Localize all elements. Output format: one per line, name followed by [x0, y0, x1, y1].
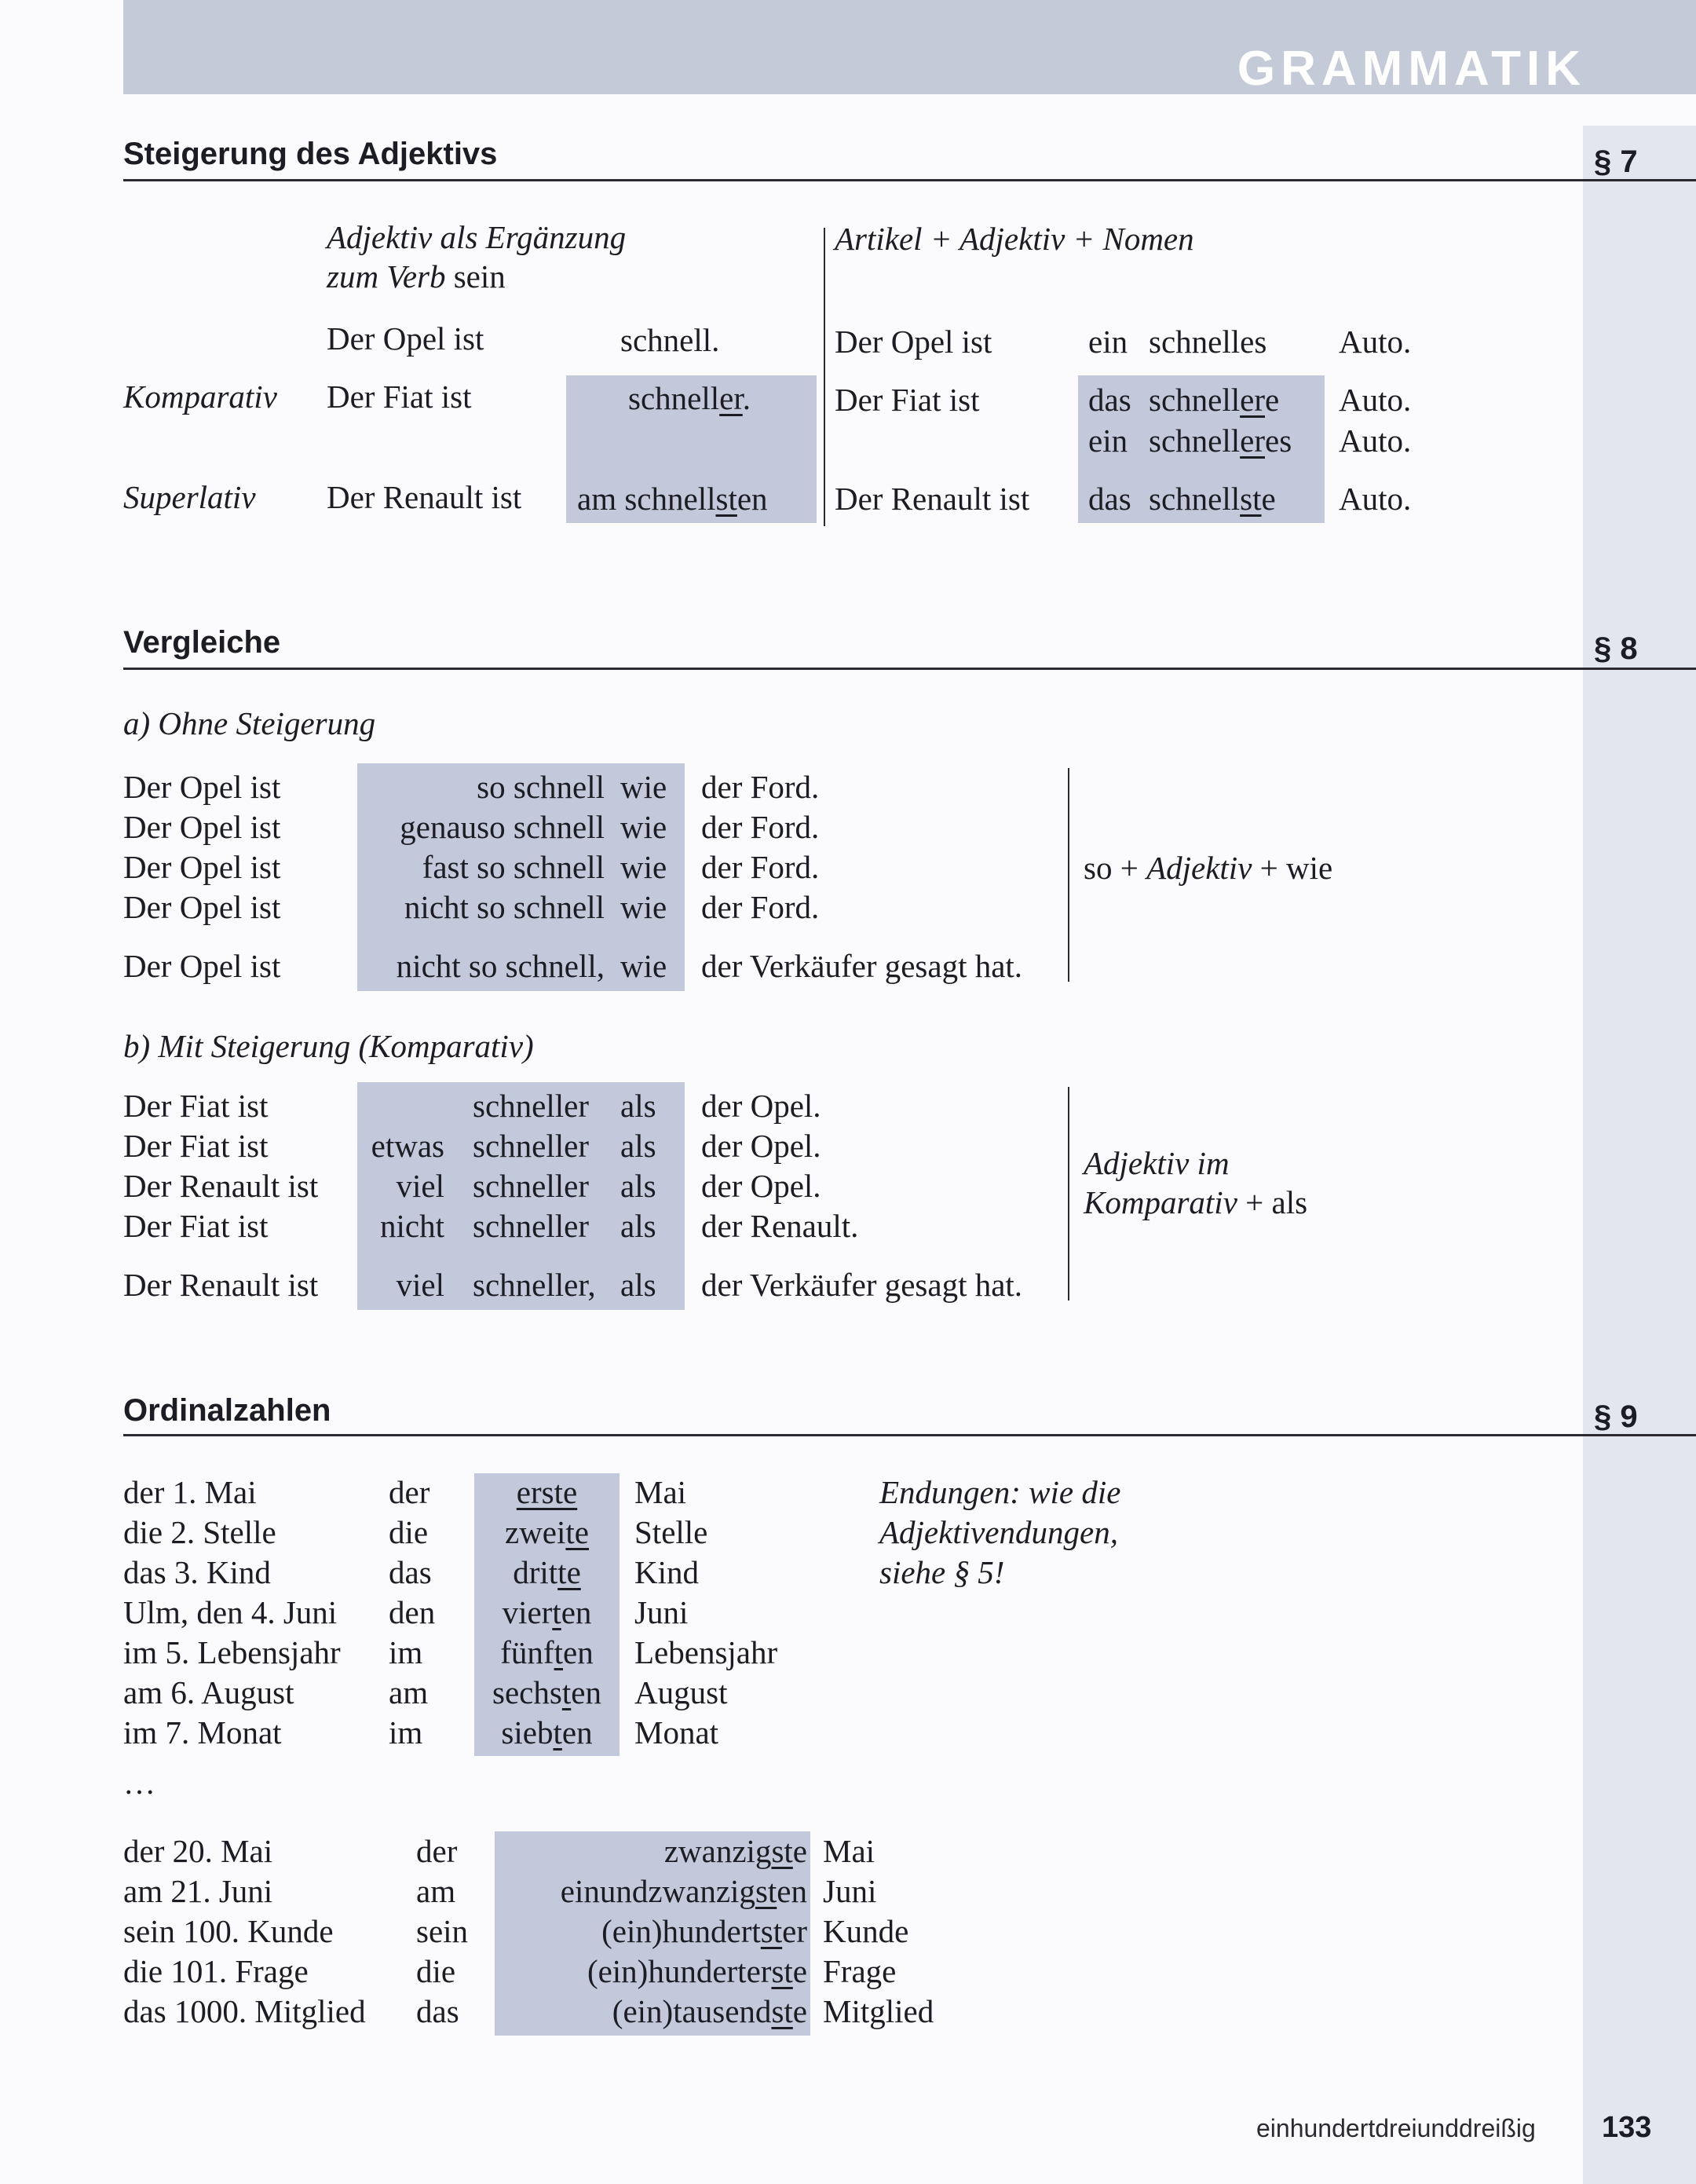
ordinal-stem: fünf [500, 1634, 554, 1670]
date-expression: am 6. August [123, 1674, 294, 1710]
subsection-title: a) Ohne Steigerung [123, 705, 376, 741]
noun: Mitglied [823, 1993, 934, 2029]
comparison-word: als [620, 1168, 656, 1204]
date-expression: Ulm, den 4. Juni [123, 1594, 338, 1630]
bracket-line [1068, 768, 1069, 982]
adjective-phrase: schneller [473, 1088, 589, 1124]
article: im [389, 1714, 423, 1750]
ordinal-stem: (ein)tausend [612, 1993, 772, 2029]
ordinal-ending: er [782, 1913, 807, 1949]
comparison-word: als [620, 1128, 656, 1164]
example-subject: Der Renault ist [123, 1267, 319, 1303]
heading-part: zum Verb [327, 258, 446, 294]
example-subject: Der Fiat ist [123, 1128, 269, 1164]
article: der [389, 1474, 430, 1510]
adjective-phrase: schneller, [473, 1267, 596, 1303]
ordinal-suffix: st [771, 1833, 793, 1869]
adjective-form [1149, 384, 1279, 416]
example-subject: Der Renault ist [835, 481, 1030, 517]
ordinal-ending: en [563, 1634, 594, 1670]
example-subject: Der Opel ist [327, 320, 484, 357]
noun: Auto. [1339, 382, 1412, 418]
comparison-word: wie [620, 948, 667, 984]
note-part: Adjektiv [1146, 850, 1252, 886]
ending: e [1261, 481, 1276, 517]
ordinal-stem: sieb [501, 1714, 554, 1750]
article: am [389, 1674, 429, 1710]
ordinal-form [474, 1674, 620, 1710]
noun: Auto. [1339, 324, 1412, 360]
rule-note: Adjektiv im [1084, 1145, 1230, 1181]
date-expression: die 101. Frage [123, 1953, 309, 1989]
ending: st [1240, 481, 1262, 517]
ending: er [1240, 382, 1265, 418]
rule-note [1084, 852, 1332, 884]
ellipsis: … [123, 1765, 155, 1801]
section-number-7: § 7 [1594, 145, 1638, 179]
date-expression: das 3. Kind [123, 1554, 271, 1590]
comparison-word: wie [620, 889, 667, 925]
ordinal-form [474, 1476, 620, 1509]
page-number: 133 [1602, 2111, 1652, 2144]
ordinal-form [495, 1993, 807, 2029]
adjective-phrase: fast so schnell [422, 849, 605, 885]
section-rule [123, 1434, 1696, 1436]
comparison-word: wie [620, 809, 667, 845]
noun: Frage [823, 1953, 897, 1989]
ordinal-suffix: te [557, 1554, 581, 1590]
endings-note: Adjektivendungen, [879, 1514, 1118, 1550]
ordinal-form [474, 1634, 620, 1670]
adjective-phrase: schneller [473, 1208, 589, 1244]
example-subject: Der Opel ist [835, 324, 992, 360]
ordinal-ending: e [792, 1953, 807, 1989]
example-subject: Der Opel ist [123, 889, 281, 925]
ordinal-suffix: st [771, 1953, 793, 1989]
adjective-phrase: nicht so schnell [404, 889, 605, 925]
adjective-phrase: schneller [473, 1128, 589, 1164]
stem: schnell [1149, 423, 1241, 459]
header-label: GRAMMATIK [1237, 42, 1586, 96]
date-expression: im 7. Monat [123, 1714, 282, 1750]
comparison-word: als [620, 1088, 656, 1124]
page-number-word: einhundertdreiunddreißig [1256, 2114, 1536, 2142]
adjective-form [620, 324, 719, 357]
article: das [1088, 481, 1131, 517]
example-subject: Der Fiat ist [123, 1088, 269, 1124]
ordinal-stem: drit [513, 1554, 558, 1590]
noun: Mai [823, 1833, 875, 1869]
ordinal-suffix: st [760, 1913, 783, 1949]
comparison-object: der Opel. [701, 1088, 821, 1124]
ordinal-form [495, 1875, 807, 1908]
article: das [416, 1993, 459, 2029]
article: ein [1088, 423, 1128, 459]
modifier: etwas [371, 1128, 444, 1164]
article: ein [1088, 324, 1128, 360]
article: die [416, 1953, 456, 1989]
section-rule [123, 668, 1696, 670]
modifier: viel [396, 1267, 444, 1303]
noun: Lebensjahr [634, 1634, 778, 1670]
ordinal-suffix: st [771, 1993, 793, 2029]
column-heading: Adjektiv als Ergänzung [327, 219, 627, 255]
ordinal-suffix: st [755, 1873, 777, 1909]
column-divider [824, 228, 825, 526]
section-rule [123, 179, 1696, 181]
column-heading: Artikel + Adjektiv + Nomen [835, 221, 1194, 257]
example-subject: Der Opel ist [123, 769, 281, 805]
article: im [389, 1634, 423, 1670]
comparison-word: als [620, 1208, 656, 1244]
comparison-object: der Verkäufer gesagt hat. [701, 948, 1023, 984]
endings-note: Endungen: wie die [879, 1474, 1121, 1510]
noun: Auto. [1339, 481, 1412, 517]
comparison-object: der Renault. [701, 1208, 859, 1244]
stem: schnell [620, 322, 712, 358]
tail: . [711, 322, 720, 358]
ending: es [1240, 324, 1267, 360]
bracket-line [1068, 1087, 1069, 1301]
ordinal-ending: en [561, 1594, 592, 1630]
ordinal-ending: en [777, 1873, 807, 1909]
article: der [416, 1833, 458, 1869]
adjective-phrase: schneller [473, 1168, 589, 1204]
subsection-title: b) Mit Steigerung (Komparativ) [123, 1028, 534, 1064]
tail: en [737, 481, 768, 517]
stem: schnell [1149, 324, 1241, 360]
rule-note [1084, 1184, 1308, 1220]
noun: Juni [823, 1873, 877, 1909]
comparison-word: wie [620, 769, 667, 805]
ordinal-suffix: t [553, 1714, 562, 1750]
example-subject: Der Fiat ist [835, 382, 980, 418]
adjective-phrase: genauso schnell [400, 809, 605, 845]
ordinal-stem: einundzwanzig [560, 1873, 755, 1909]
modifier: viel [396, 1168, 444, 1204]
ordinal-stem: zwanzig [663, 1833, 772, 1869]
article: die [389, 1514, 429, 1550]
ordinal-stem: (ein)hunderter [587, 1953, 772, 1989]
ordinal-suffix: te [565, 1514, 589, 1550]
stem: schnell [1149, 481, 1241, 517]
ending: st [715, 481, 737, 517]
article: das [1088, 382, 1131, 418]
ordinal-suffix: t [561, 1674, 572, 1710]
heading-part: sein [453, 258, 506, 294]
article: am [416, 1873, 456, 1909]
example-subject: Der Fiat ist [123, 1208, 269, 1244]
date-expression: im 5. Lebensjahr [123, 1634, 341, 1670]
ordinal-form [495, 1835, 807, 1868]
example-subject: Der Renault ist [327, 479, 522, 515]
ordinal-form [495, 1915, 807, 1948]
noun: Juni [634, 1594, 689, 1630]
article: das [389, 1554, 432, 1590]
ordinal-ending: en [571, 1674, 601, 1710]
ordinal-stem: (ein)hundert [601, 1913, 761, 1949]
section-number-8: § 8 [1594, 631, 1638, 666]
ordinal-form [474, 1594, 620, 1630]
ordinal-ending: en [561, 1714, 593, 1750]
example-subject: Der Opel ist [123, 849, 281, 885]
ordinal-form [495, 1955, 807, 1988]
comparison-object: der Ford. [701, 889, 820, 925]
adjective-form [1149, 425, 1292, 457]
stem: am schnell [577, 481, 716, 517]
example-subject: Der Opel ist [123, 809, 281, 845]
ordinal-form [474, 1516, 620, 1549]
noun: Kind [634, 1554, 699, 1590]
row-label-komparativ: Komparativ [123, 379, 277, 415]
adjective-form [577, 483, 768, 515]
section-title-vergleiche: Vergleiche [123, 625, 281, 660]
date-expression: am 21. Juni [123, 1873, 273, 1909]
adjective-form [1149, 326, 1267, 358]
comparison-word: als [620, 1267, 656, 1303]
noun: Stelle [634, 1514, 708, 1550]
ordinal-form [474, 1554, 620, 1590]
note-part: so + [1084, 850, 1139, 886]
example-subject: Der Fiat ist [327, 379, 472, 415]
ending: er [1240, 423, 1265, 459]
adjective-form [1149, 483, 1276, 515]
comparison-object: der Verkäufer gesagt hat. [701, 1267, 1023, 1303]
section-title-steigerung: Steigerung des Adjektivs [123, 137, 498, 171]
comparison-object: der Ford. [701, 769, 820, 805]
example-subject: Der Renault ist [123, 1168, 319, 1204]
note-part: + wie [1259, 850, 1333, 886]
right-margin-strip [1583, 126, 1696, 2184]
ordinal-suffix: t [552, 1594, 561, 1630]
noun: Mai [634, 1474, 687, 1510]
date-expression: der 1. Mai [123, 1474, 257, 1510]
noun: August [634, 1674, 728, 1710]
ordinal-stem: vier [502, 1594, 553, 1630]
comparison-object: der Ford. [701, 809, 820, 845]
modifier: nicht [380, 1208, 444, 1244]
tail: . [742, 380, 751, 416]
section-title-ordinalzahlen: Ordinalzahlen [123, 1393, 331, 1428]
adjective-phrase: nicht so schnell, [396, 948, 605, 984]
ending: e [1265, 382, 1280, 418]
stem: schnell [628, 380, 720, 416]
article: sein [416, 1913, 469, 1949]
column-heading [327, 258, 506, 294]
comparison-object: der Opel. [701, 1128, 821, 1164]
ordinal-ending: e [792, 1833, 807, 1869]
ordinal-stem: zwei [505, 1514, 566, 1550]
adjective-form [628, 382, 751, 415]
ending: er [719, 380, 743, 416]
ending: es [1265, 423, 1292, 459]
comparison-object: der Ford. [701, 849, 820, 885]
adjective-phrase: so schnell [477, 769, 605, 805]
example-subject: Der Opel ist [123, 948, 281, 984]
ordinal-stem: erste [516, 1474, 578, 1510]
date-expression: sein 100. Kunde [123, 1913, 334, 1949]
noun: Monat [634, 1714, 719, 1750]
ordinal-form [474, 1714, 620, 1750]
ordinal-suffix: t [554, 1634, 563, 1670]
endings-note: siehe § 5! [879, 1554, 1005, 1590]
comparison-object: der Opel. [701, 1168, 821, 1204]
ordinal-stem: sechs [492, 1674, 562, 1710]
noun: Auto. [1339, 423, 1412, 459]
note-part: Komparativ [1084, 1184, 1237, 1220]
section-number-9: § 9 [1594, 1399, 1638, 1434]
row-label-superlativ: Superlativ [123, 479, 256, 515]
comparison-word: wie [620, 849, 667, 885]
date-expression: die 2. Stelle [123, 1514, 276, 1550]
date-expression: das 1000. Mitglied [123, 1993, 366, 2029]
stem: schnell [1149, 382, 1241, 418]
noun: Kunde [823, 1913, 909, 1949]
date-expression: der 20. Mai [123, 1833, 273, 1869]
article: den [389, 1594, 436, 1630]
note-part: + als [1245, 1184, 1308, 1220]
ordinal-ending: e [792, 1993, 807, 2029]
